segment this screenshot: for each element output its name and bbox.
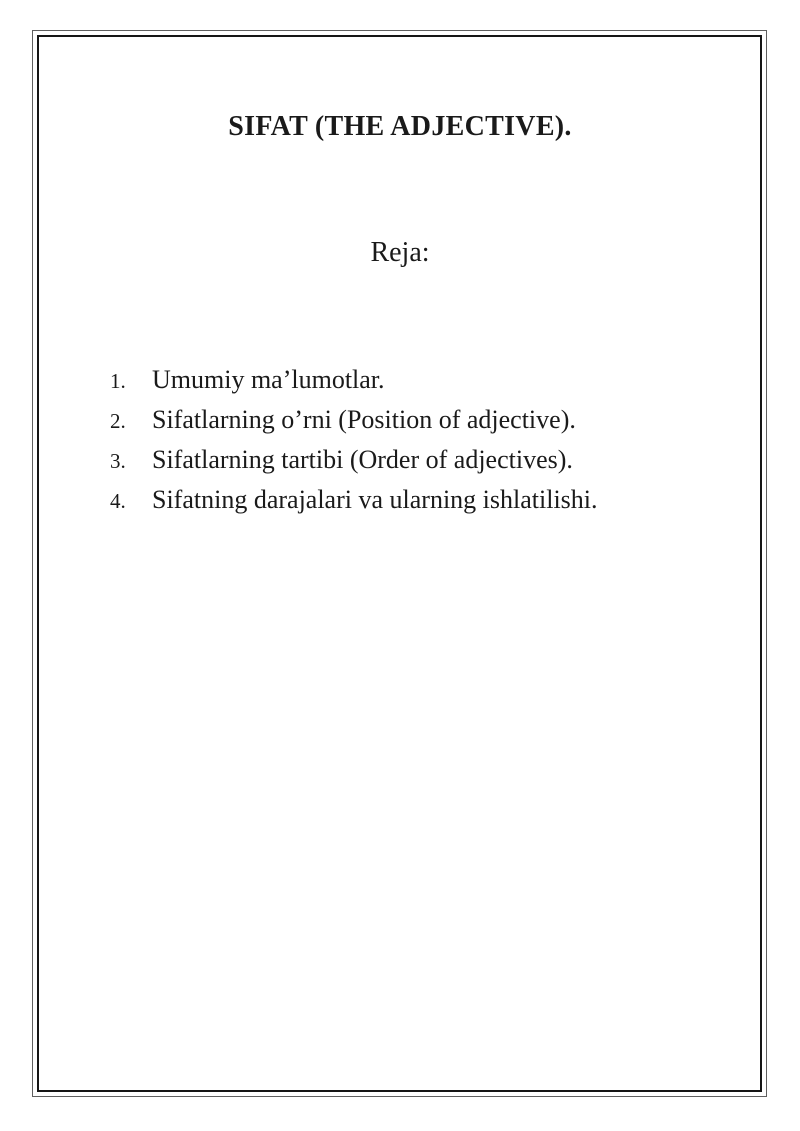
list-item: [110, 440, 598, 480]
page-border-inner: [37, 35, 762, 1092]
list-item-text: Sifatlarning tartibi (Order of adjectives).: [152, 445, 573, 474]
list-item: [110, 360, 598, 400]
document-title: SIFAT (THE ADJECTIVE).: [228, 111, 572, 142]
list-item-number: 4.: [110, 489, 126, 513]
list-item: [110, 400, 598, 440]
document-subtitle: Reja:: [370, 237, 430, 268]
list-item-text: Umumiy ma’lumotlar.: [152, 365, 385, 394]
list-item-text: Sifatlarning o’rni (Position of adjective).: [152, 405, 576, 434]
list-item-number: 1.: [110, 369, 126, 393]
list-item: [110, 480, 598, 520]
list-item-text: Sifatning darajalari va ularning ishlatilishi.: [152, 485, 598, 514]
page-border-outer: [32, 30, 767, 1097]
list-item-number: 2.: [110, 409, 126, 433]
plan-list: [110, 360, 598, 520]
list-item-number: 3.: [110, 449, 126, 473]
